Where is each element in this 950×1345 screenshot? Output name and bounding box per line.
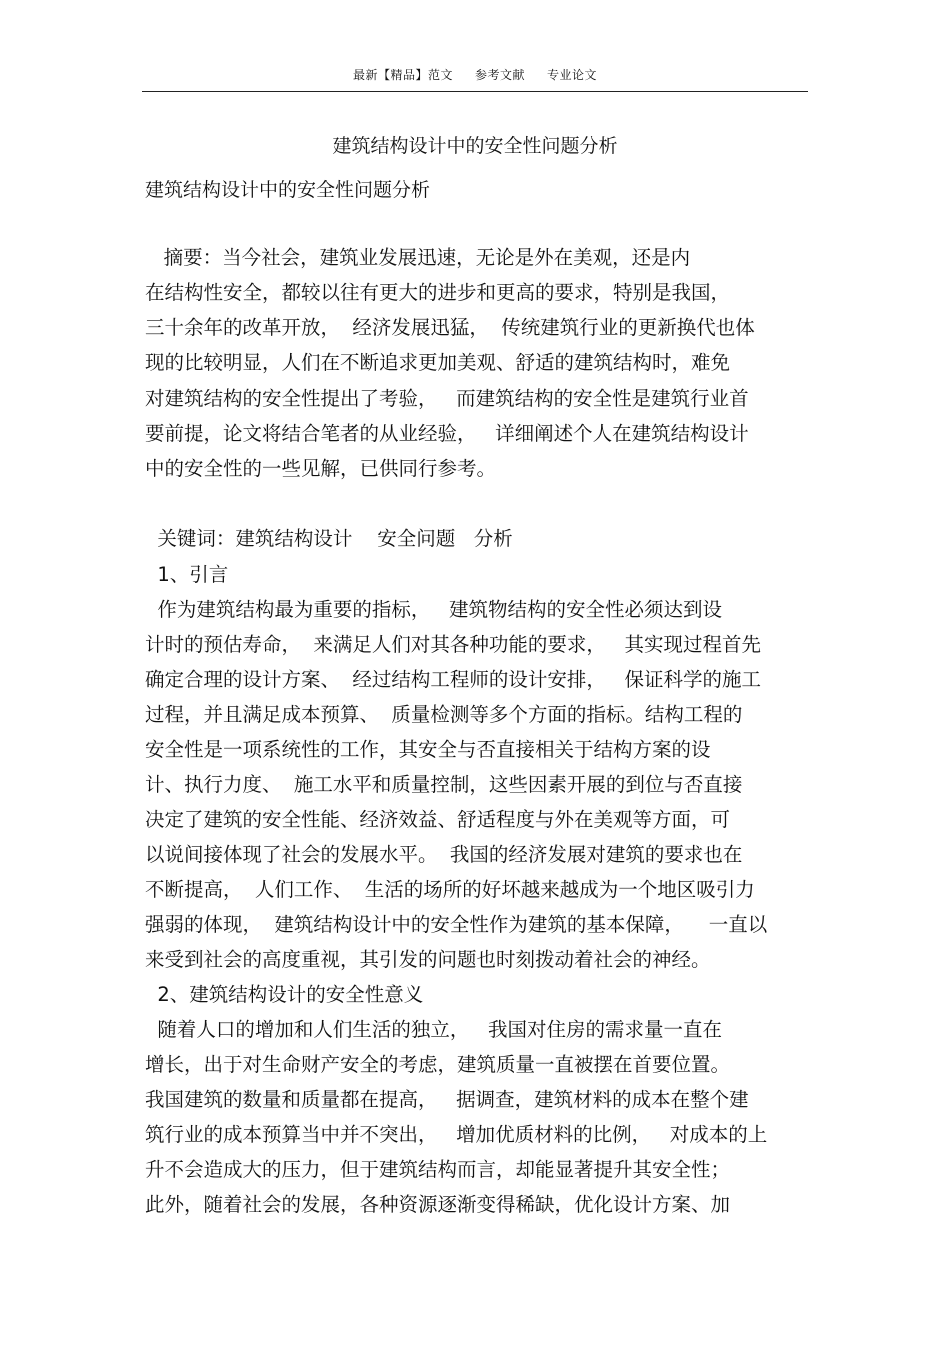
text-line: 来受到社会的高度重视，其引发的问题也时刻拨动着社会的神经。 xyxy=(145,948,711,971)
header-item-lunwen: 专业论文 xyxy=(547,68,598,82)
text-line: 增长，出于对生命财产安全的考虑，建筑质量一直被摆在首要位置。 xyxy=(145,1053,731,1076)
text-line: 以说间接体现了社会的发展水平。 我国的经济发展对建筑的要求也在 xyxy=(145,843,743,866)
text-line: 此外，随着社会的发展，各种资源逐渐变得稀缺，优化设计方案、加 xyxy=(145,1193,731,1216)
section-heading-significance: 2、建筑结构设计的安全性意义 xyxy=(145,983,424,1006)
header-divider xyxy=(142,91,808,92)
text-line: 不断提高， 人们工作、 生活的场所的好坏越来越成为一个地区吸引力 xyxy=(145,878,755,901)
text-line: 筑行业的成本预算当中并不突出， 增加优质材料的比例， 对成本的上 xyxy=(145,1123,768,1146)
text-line: 确定合理的设计方案、 经过结构工程师的设计安排， 保证科学的施工 xyxy=(145,668,761,691)
text-line: 摘要：当今社会，建筑业发展迅速，无论是外在美观，还是内 xyxy=(145,246,691,269)
text-line: 对建筑结构的安全性提出了考验， 而建筑结构的安全性是建筑行业首 xyxy=(145,387,749,410)
text-line: 三十余年的改革开放， 经济发展迅猛， 传统建筑行业的更新换代也体 xyxy=(145,316,755,339)
text-line: 过程，并且满足成本预算、 质量检测等多个方面的指标。结构工程的 xyxy=(145,703,743,726)
section-heading-intro: 1、引言 xyxy=(145,563,229,586)
text-line: 安全性是一项系统性的工作，其安全与否直接相关于结构方案的设 xyxy=(145,738,711,761)
header-item-fanwen: 最新【精品】范文 xyxy=(352,68,453,82)
text-line: 现的比较明显，人们在不断追求更加美观、舒适的建筑结构时，难免 xyxy=(145,351,731,374)
text-line: 计、执行力度、 施工水平和质量控制，这些因素开展的到位与否直接 xyxy=(145,773,743,796)
text-line: 计时的预估寿命， 来满足人们对其各种功能的要求， 其实现过程首先 xyxy=(145,633,761,656)
text-line: 要前提，论文将结合笔者的从业经验， 详细阐述个人在建筑结构设计 xyxy=(145,422,749,445)
text-line: 在结构性安全，都较以往有更大的进步和更高的要求，特别是我国， xyxy=(145,281,731,304)
header-item-cankao: 参考文献 xyxy=(474,68,525,82)
text-line: 随着人口的增加和人们生活的独立， 我国对住房的需求量一直在 xyxy=(145,1018,722,1041)
text-line: 中的安全性的一些见解，已供同行参考。 xyxy=(145,457,497,480)
text-line: 作为建筑结构最为重要的指标， 建筑物结构的安全性必须达到设 xyxy=(145,598,722,621)
text-line: 我国建筑的数量和质量都在提高， 据调查，建筑材料的成本在整个建 xyxy=(145,1088,749,1111)
text-line: 升不会造成大的压力，但于建筑结构而言，却能显著提升其安全性； xyxy=(145,1158,731,1181)
text-line: 决定了建筑的安全性能、经济效益、舒适程度与外在美观等方面，可 xyxy=(145,808,731,831)
text-line: 强弱的体现， 建筑结构设计中的安全性作为建筑的基本保障， 一直以 xyxy=(145,913,768,936)
page-header xyxy=(142,66,808,83)
keywords-line: 关键词：建筑结构设计 安全问题 分析 xyxy=(145,527,513,550)
document-subtitle: 建筑结构设计中的安全性问题分析 xyxy=(145,179,431,201)
document-title: 建筑结构设计中的安全性问题分析 xyxy=(332,135,618,157)
